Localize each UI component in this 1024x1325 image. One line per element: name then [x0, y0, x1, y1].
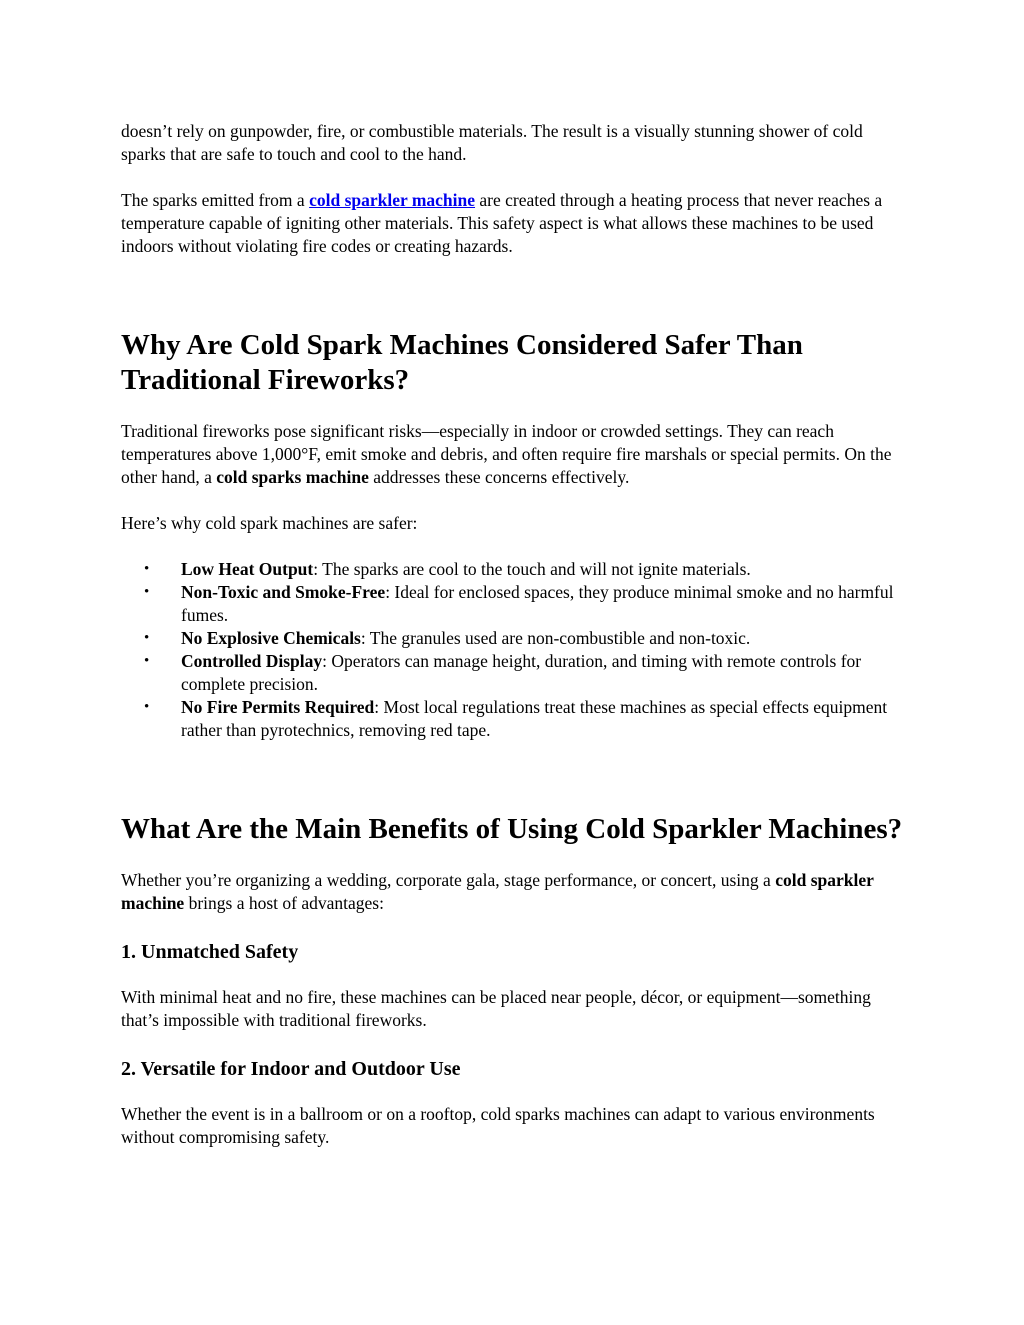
list-item [121, 581, 906, 627]
section2-p1-bold: cold sparkler machine [121, 870, 874, 913]
document-page [121, 120, 906, 1149]
list-item-text: : Ideal for enclosed spaces, they produce minimal smoke and no harmful fumes. [181, 582, 894, 625]
bullet-icon: • [144, 653, 150, 669]
list-item-term: No Explosive Chemicals [181, 628, 361, 648]
list-item-term: Low Heat Output [181, 559, 314, 579]
subsection2-heading: 2. Versatile for Indoor and Outdoor Use [121, 1058, 461, 1080]
list-item-term: Non-Toxic and Smoke-Free [181, 582, 386, 602]
bullet-icon: • [144, 584, 150, 600]
bullet-icon: • [144, 561, 150, 577]
section2-p1-before: Whether you’re organizing a wedding, corporate gala, stage performance, or concert, using a [121, 870, 776, 890]
intro-paragraph-1: doesn’t rely on gunpowder, fire, or combustible materials. The result is a visually stunning shower of cold sparks that are safe to touch and cool to the hand. [121, 121, 863, 164]
section2-p1-after: brings a host of advantages: [184, 893, 384, 913]
list-item-text: : Operators can manage height, duration, and timing with remote controls for complete precision. [181, 651, 862, 694]
list-item-term: No Fire Permits Required [181, 697, 375, 717]
subsection1-paragraph: With minimal heat and no fire, these machines can be placed near people, décor, or equipment—something that’s impossible with traditional fireworks. [121, 987, 871, 1030]
section1-paragraph-1 [121, 420, 906, 489]
section2-paragraph-1 [121, 869, 906, 915]
bullet-icon: • [144, 630, 150, 646]
section1-p1-after: addresses these concerns effectively. [368, 467, 630, 487]
section1-heading: Why Are Cold Spark Machines Considered Safer Than Traditional Fireworks? [121, 329, 803, 396]
intro-paragraph-2 [121, 189, 906, 258]
list-item [121, 558, 906, 581]
section1-p1-bold: cold sparks machine [216, 467, 369, 487]
section1-paragraph-2: Here’s why cold spark machines are safer: [121, 513, 418, 533]
cold-sparkler-machine-link[interactable]: cold sparkler machine [309, 190, 476, 210]
bullet-icon: • [144, 699, 150, 715]
subsection1-heading: 1. Unmatched Safety [121, 941, 299, 963]
list-item-term: Controlled Display [181, 651, 323, 671]
intro-p2-after: are created through a heating process that never reaches a temperature capable of igniting other materials. This safety aspect is what allows these machines to be used indoors without violating fire codes or creating hazards. [121, 190, 883, 256]
list-item [121, 627, 906, 650]
list-item [121, 650, 906, 696]
section1-p1-before: Traditional fireworks pose significant risks—especially in indoor or crowded settings. They can reach temperatures above 1,000°F, emit smoke and debris, and often require fire marshals or special permits. On the other hand, a [121, 421, 892, 487]
list-item-text: : The sparks are cool to the touch and will not ignite materials. [313, 559, 751, 579]
list-item-text: : The granules used are non-combustible and non-toxic. [360, 628, 751, 648]
section2-heading: What Are the Main Benefits of Using Cold Sparkler Machines? [121, 813, 903, 845]
subsection2-paragraph: Whether the event is in a ballroom or on a rooftop, cold sparks machines can adapt to various environments without compromising safety. [121, 1104, 875, 1147]
list-item [121, 696, 906, 742]
intro-p2-before: The sparks emitted from a [121, 190, 310, 210]
safety-list [121, 558, 906, 742]
list-item-text: : Most local regulations treat these machines as special effects equipment rather than pyrotechnics, removing red tape. [181, 697, 888, 740]
